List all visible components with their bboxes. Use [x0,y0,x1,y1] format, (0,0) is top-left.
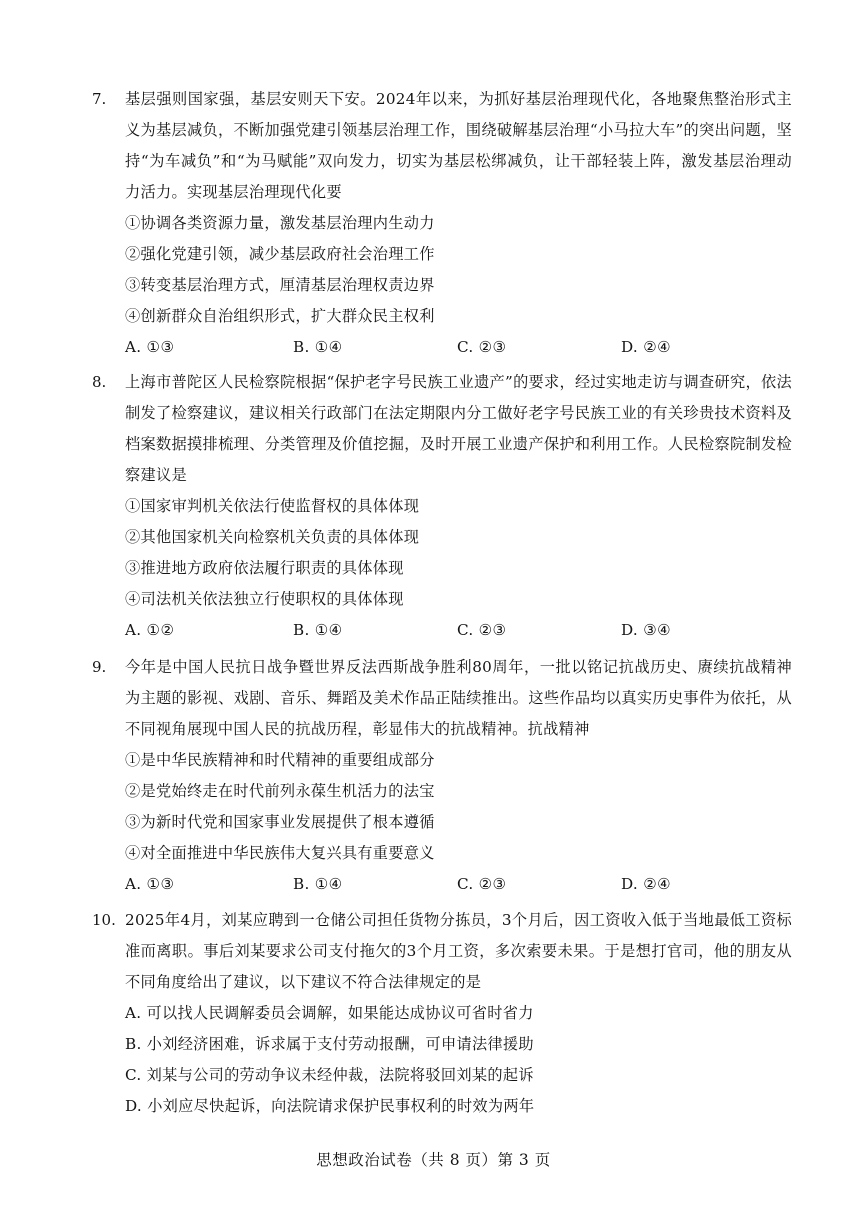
question-body [125,367,792,646]
answer-choice-c: C. ②③ [457,621,507,639]
statement-option: ②是党始终走在时代前列永葆生机活力的法宝 [125,782,435,800]
question-stem: 2025年4月，刘某应聘到一仓储公司担任货物分拣员，3个月后，因工资收入低于当地最低工资标准而离职。事后刘某要求公司支付拖欠的3个月工资，多次索要未果。于是想打官司，他的朋友从不同角度给出了建议，以下建议不符合法律规定的是 [125,911,792,991]
statement-option: ②强化党建引领，减少基层政府社会治理工作 [125,245,435,263]
statement-option: ④司法机关依法独立行使职权的具体体现 [125,590,404,608]
answer-choice-a: A. ①③ [125,875,175,893]
answer-option-b: B. 小刘经济困难，诉求属于支付劳动报酬，可申请法律援助 [125,1035,534,1053]
question-number: 10. [92,911,116,929]
answer-option-c: C. 刘某与公司的劳动争议未经仲裁，法院将驳回刘某的起诉 [125,1066,534,1084]
question-number: 9. [92,658,107,676]
answer-choice-c: C. ②③ [457,875,507,893]
statement-option: ②其他国家机关向检察机关负责的具体体现 [125,528,420,546]
answer-option-a: A. 可以找人民调解委员会调解，如果能达成协议可省时省力 [125,1004,534,1022]
answer-choice-c: C. ②③ [457,338,507,356]
statement-option: ④对全面推进中华民族伟大复兴具有重要意义 [125,844,435,862]
question-stem: 上海市普陀区人民检察院根据“保护老字号民族工业遗产”的要求，经过实地走访与调查研究，依法制发了检察建议，建议相关行政部门在法定期限内分工做好老字号民族工业的有关珍贵技术资料及档案数据摸排梳理、分类管理及价值挖掘，及时开展工业遗产保护和利用工作。人民检察院制发检察建议是 [125,373,792,484]
answer-choices [125,615,792,646]
question-7 [92,84,792,363]
question-stem: 基层强则国家强，基层安则天下安。2024年以来，为抓好基层治理现代化，各地聚焦整治形式主义为基层减负，不断加强党建引领基层治理工作，围绕破解基层治理“小马拉大车”的突出问题，坚持“为车减负”和“为马赋能”双向发力，切实为基层松绑减负，让干部轻装上阵，激发基层治理动力活力。实现基层治理现代化要 [125,90,792,201]
question-body [125,84,792,363]
question-9 [92,652,792,900]
answer-choice-d: D. ②④ [621,875,672,893]
answer-choices [125,869,792,900]
answer-choices [125,332,792,363]
statement-option: ①是中华民族精神和时代精神的重要组成部分 [125,751,435,769]
answer-choice-b: B. ①④ [293,338,343,356]
question-body [125,652,792,900]
answer-option-d: D. 小刘应尽快起诉，向法院请求保护民事权利的时效为两年 [125,1097,535,1115]
statement-option: ③为新时代党和国家事业发展提供了根本遵循 [125,813,435,831]
question-10 [92,905,792,1122]
statement-option: ①国家审判机关依法行使监督权的具体体现 [125,497,420,515]
statement-option: ③推进地方政府依法履行职责的具体体现 [125,559,404,577]
answer-choice-b: B. ①④ [293,621,343,639]
page-footer: 思想政治试卷（共 8 页）第 3 页 [316,1151,551,1169]
statement-option: ①协调各类资源力量，激发基层治理内生动力 [125,214,435,232]
question-number: 7. [92,90,107,108]
statement-option: ④创新群众自治组织形式，扩大群众民主权利 [125,307,435,325]
statement-option: ③转变基层治理方式，厘清基层治理权责边界 [125,276,435,294]
answer-choice-b: B. ①④ [293,875,343,893]
answer-choice-d: D. ②④ [621,338,672,356]
answer-choice-a: A. ①③ [125,338,175,356]
answer-choice-d: D. ③④ [621,621,672,639]
answer-choice-a: A. ①② [125,621,175,639]
question-8 [92,367,792,646]
question-stem: 今年是中国人民抗日战争暨世界反法西斯战争胜利80周年，一批以铭记抗战历史、赓续抗战精神为主题的影视、戏剧、音乐、舞蹈及美术作品正陆续推出。这些作品均以真实历史事件为依托，从不同视角展现中国人民的抗战历程，彰显伟大的抗战精神。抗战精神 [125,658,792,738]
question-number: 8. [92,373,107,391]
question-body [125,905,792,1122]
